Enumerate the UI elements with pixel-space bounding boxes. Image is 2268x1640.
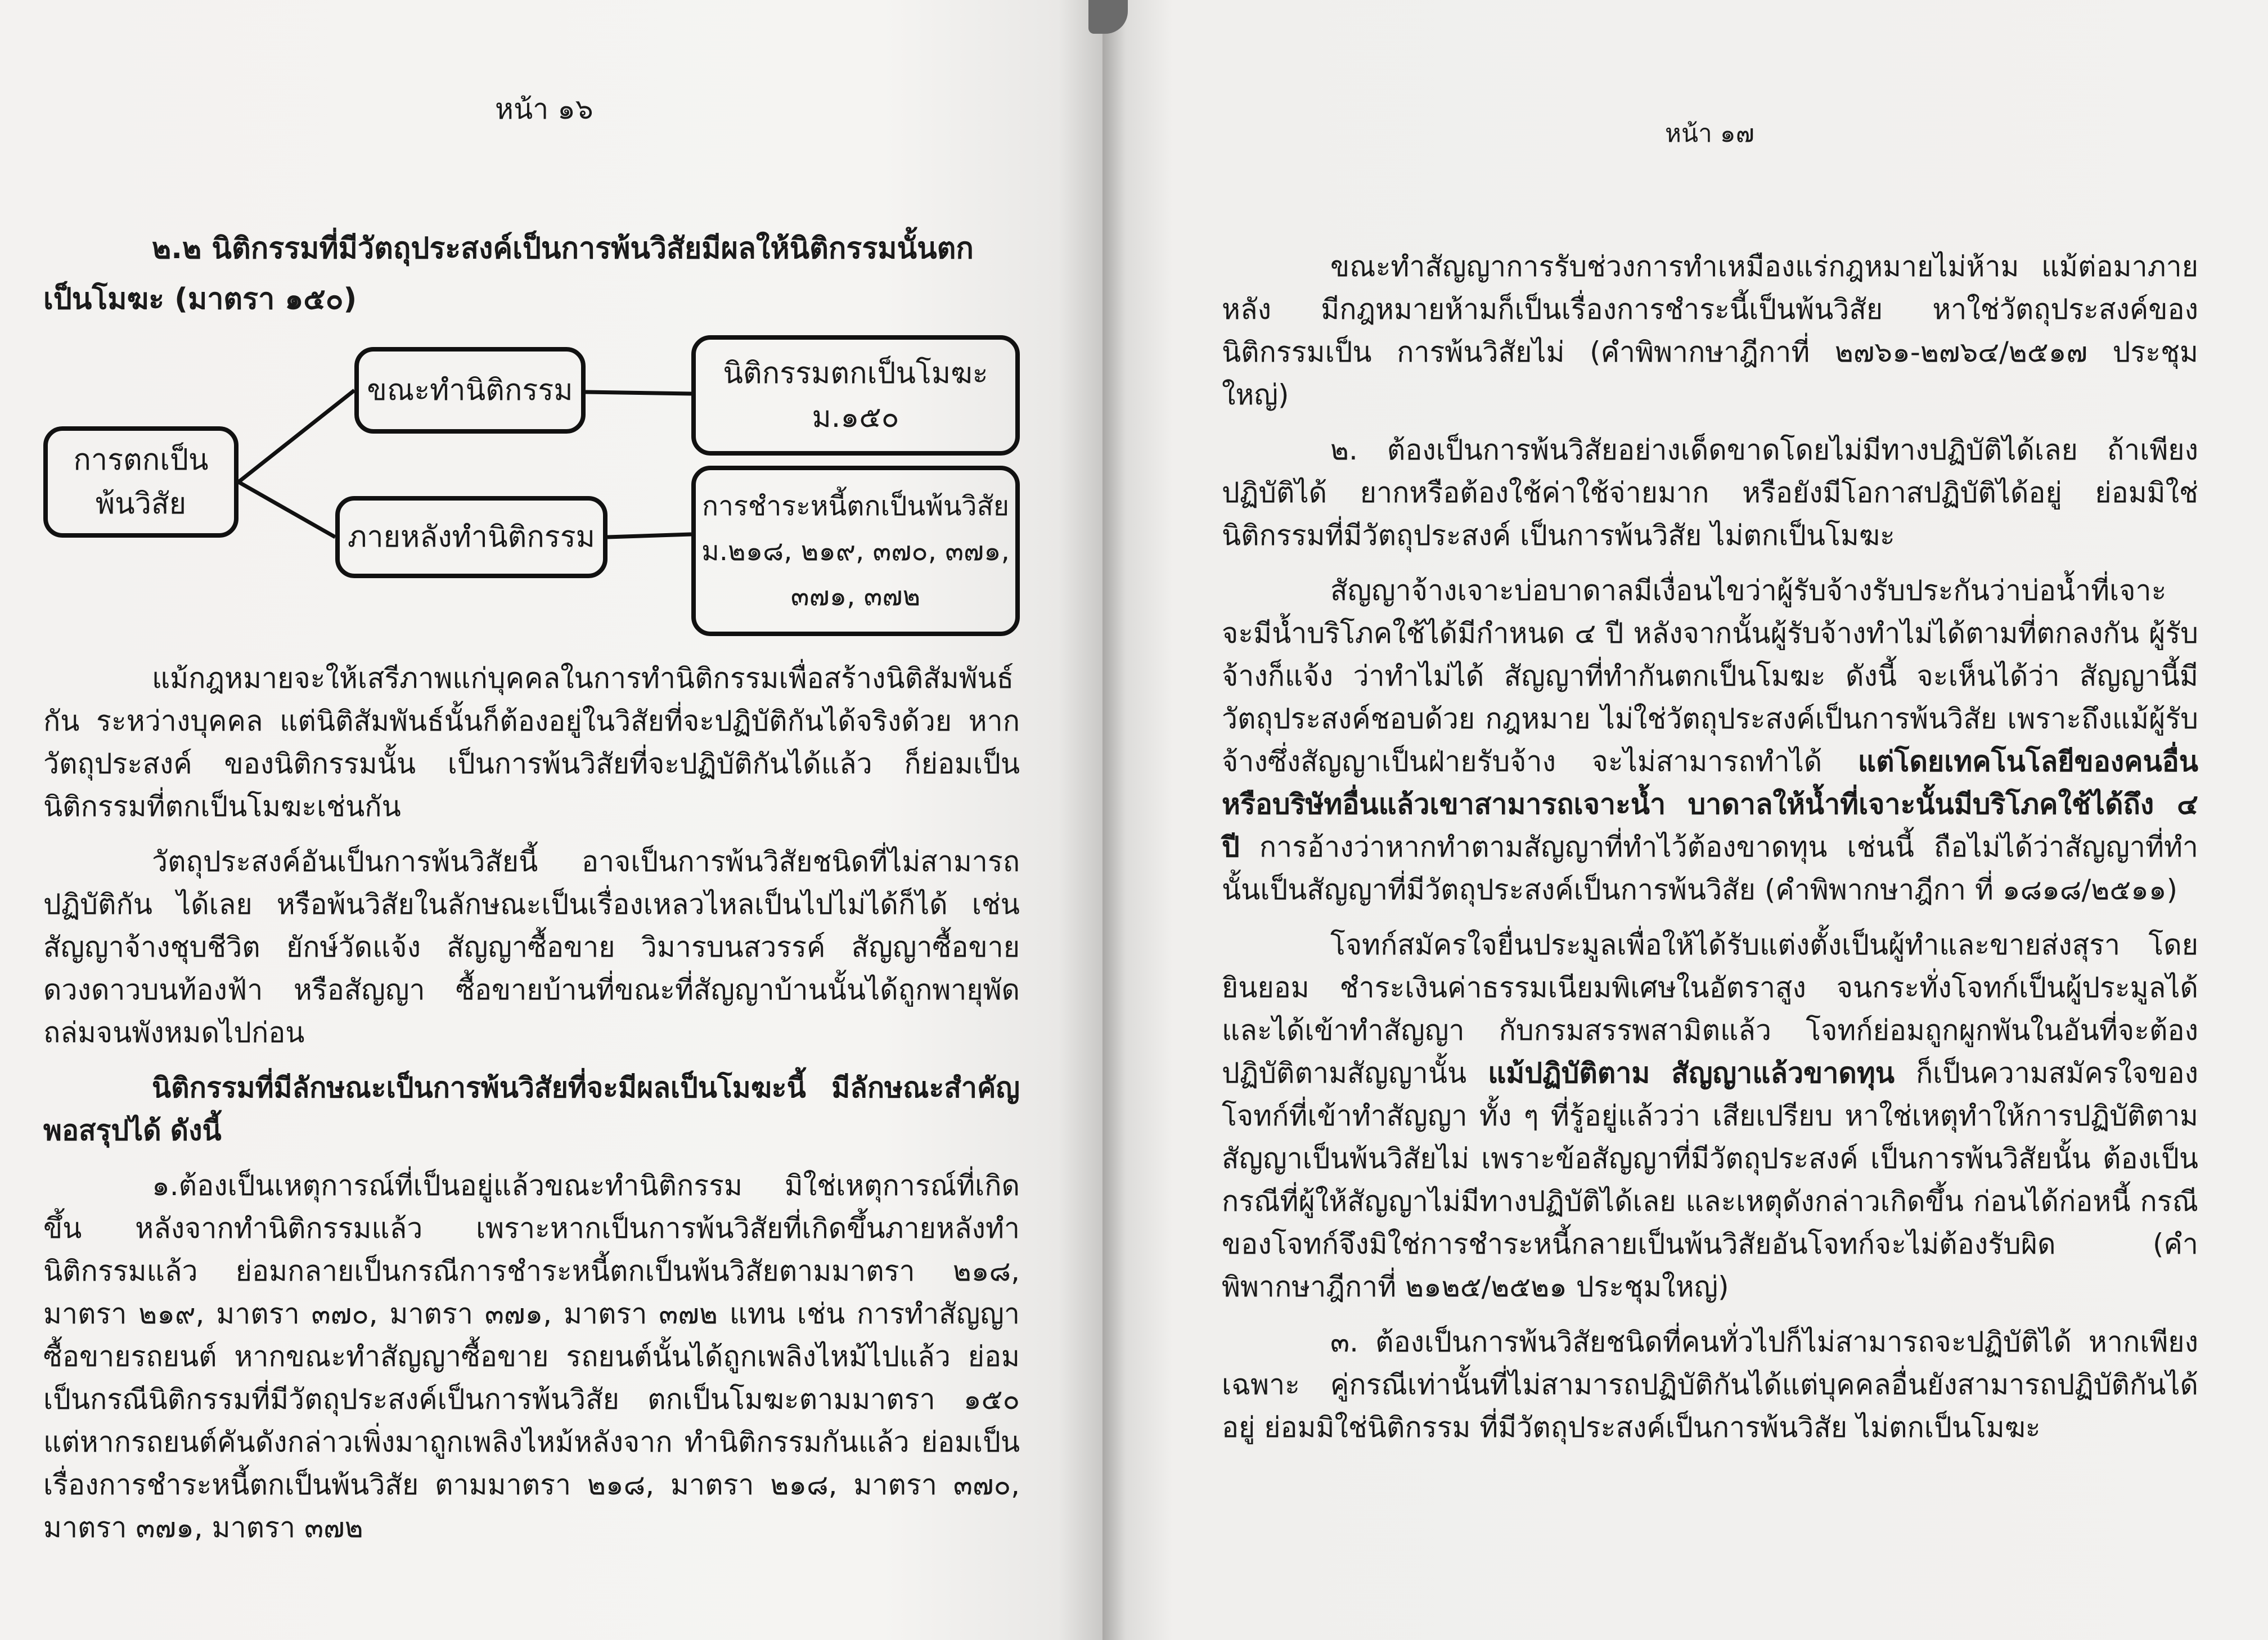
impossible-result-line: ม.๒๑๘, ๒๑๙, ๓๗๐, ๓๗๑,: [701, 535, 1010, 567]
root-line: พ้นวิสัย: [95, 487, 187, 521]
text-segment: ระหว่างบุคคล แต่นิติสัมพันธ์นั้นก็ต้องอยู่ในวิสัยที่จะปฏิบัติกันได้จริงด้วย หากวัตถุประสงค์: [43, 705, 1020, 780]
paragraph: [1222, 429, 2198, 557]
page-number-16: หน้า ๑๖: [495, 93, 593, 125]
text-line: [1975, 873, 2177, 906]
text-segment: การพ้นวิสัยไม่ (คำพิพากษาฎีกาที่ ๒๗๖๑-๒๗๖๔/๒๕๑๗ ประชุมใหญ่): [1222, 336, 2198, 411]
text-segment: มาตรา ๓๗๑, มาตรา ๓๗๒ แทน เช่น การทำสัญญาซื้อขายรถยนต์ หากขณะทำสัญญาซื้อขาย: [43, 1297, 1020, 1373]
section-heading: ๒.๒ นิติกรรมที่มีวัตถุประสงค์เป็นการพ้นวิสัยมีผลให้นิติกรรมนั้นตกเป็นโมฆะ: [43, 232, 974, 316]
left-page: [0, 0, 1102, 1640]
text-segment: ๓. ต้องเป็นการพ้นวิสัยชนิดที่คนทั่วไปก็ไม่สามารถจะปฏิบัติได้ หากเพียงเฉพาะ: [1222, 1326, 2198, 1401]
text-segment: โจทก์สมัครใจยื่นประมูลเพื่อให้ได้รับแต่งตั้งเป็นผู้ทำและขายส่งสุรา โดยยินยอม: [1222, 929, 2198, 1004]
text-segment: ย่อมกลายเป็นกรณีการชำระหนี้ตกเป็นพ้นวิสัยตามมาตรา ๒๑๘, มาตรา ๒๑๙, มาตรา ๓๗๐,: [43, 1255, 1020, 1330]
diagram-during-box: [354, 347, 586, 434]
text-segment: จะมีน้ำบริโภคใช้ได้มีกำหนด ๔ ปี หลังจากนั้นผู้รับจ้างทำไม่ได้ตามที่ตกลงกัน ผู้รับจ้างก็แจ้ง: [1222, 617, 2198, 692]
connector-line: [238, 390, 354, 482]
text-segment: เป็นการพ้นวิสัย ไม่ตกเป็นโมฆะ: [1520, 519, 1895, 552]
left-body-text: [43, 657, 1020, 1561]
text-segment: เสียเปรียบ หาใช่เหตุทำให้การปฏิบัติตามสัญญาเป็นพ้นวิสัยไม่ เพราะข้อสัญญาที่มีวัตถุประสงค์: [1222, 1100, 2198, 1175]
bold-text-segment: นิติกรรมที่มีลักษณะเป็นการพ้นวิสัยที่จะมีผลเป็นโมฆะนี้ มีลักษณะสำคัญพอสรุปได้: [43, 1071, 1020, 1147]
text-segment: รถยนต์นั้นได้ถูกเพลิงไหม้ไปแล้ว ย่อมเป็นกรณีนิติกรรมที่มีวัตถุประสงค์เป็นการพ้นวิสัย: [43, 1340, 1020, 1416]
impossible-result-line: การชำระหนี้ตกเป็นพ้นวิสัย: [701, 490, 1010, 522]
right-page: [1102, 0, 2268, 1640]
text-segment: ได้เลย หรือพ้นวิสัยในลักษณะเป็นเรื่องเหลวไหลเป็นไปไม่ได้ก็ได้ เช่น สัญญาจ้างชุบชีวิต: [43, 888, 1020, 963]
bold-text-segment: บาดาลให้น้ำที่เจาะนั้นมีบริโภคใช้ได้ถึง ๔ ปี: [1222, 788, 2198, 863]
text-line: [1520, 519, 1895, 552]
bold-text-segment: สัญญาแล้วขาดทุน: [1671, 1057, 1895, 1089]
paragraph: [1222, 245, 2198, 416]
during-label: ขณะทำนิติกรรม: [367, 373, 573, 407]
text-segment: คู่กรณีเท่านั้นที่ไม่สามารถปฏิบัติกันได้แต่บุคคลอื่นยังสามารถปฏิบัติกันได้อยู่ ย่อมมิใช่นิติกรรม: [1222, 1368, 2198, 1444]
text-segment: การอ้างว่าหากทำตามสัญญาที่ทำไว้ต้องขาดทุน: [1239, 831, 1828, 863]
text-segment: มีกฎหมายห้ามก็เป็นเรื่องการชำระนี้เป็นพ้นวิสัย หาใช่วัตถุประสงค์ของนิติกรรมเป็น: [1222, 293, 2198, 368]
text-segment: ขณะทำสัญญาการรับช่วงการทำเหมืองแร่กฎหมายไม่ห้าม แม้ต่อมาภายหลัง: [1222, 250, 2198, 326]
text-segment: ๑.ต้องเป็นเหตุการณ์ที่เป็นอยู่แล้วขณะทำนิติกรรม มิใช่เหตุการณ์ที่เกิดขึ้น: [43, 1169, 1020, 1245]
text-line: [1479, 1411, 2040, 1444]
impossible-result-line: ๓๗๑, ๓๗๒: [790, 580, 921, 612]
text-segment: มาตรา ๓๗๐, มาตรา ๓๗๑, มาตรา ๓๗๒: [43, 1468, 1020, 1544]
text-segment: ที่มีวัตถุประสงค์เป็นการพ้นวิสัย ไม่ตกเป็นโมฆะ: [1479, 1411, 2041, 1444]
void-result-line: นิติกรรมตกเป็นโมฆะ: [723, 357, 988, 390]
text-segment: ก็เป็นความสมัครใจของโจทก์ที่เข้าทำสัญญา ทั้ง ๆ ที่รู้อยู่แล้วว่า: [1222, 1057, 2198, 1132]
text-segment: ยากหรือต้องใช้ค่าใช้จ่ายมาก หรือยังมีโอกาสปฏิบัติได้อยู่ ย่อมมิใช่นิติกรรมที่มีวัตถุประสงค์: [1222, 476, 2198, 552]
text-segment: (คำพิพากษาฎีกาที่ ๒๑๒๕/๒๕๒๑ ประชุมใหญ่): [1222, 1228, 2198, 1303]
text-segment: ก่อนได้ก่อหนี้ กรณีของโจทก์จึงมิใช่การชำระหนี้กลายเป็นพ้นวิสัยอันโจทก์จะไม่ต้องรับผิด: [1222, 1185, 2198, 1260]
bold-text-segment: แม้ปฏิบัติตาม: [1488, 1057, 1650, 1089]
text-segment: จะไม่สามารถทำได้: [1591, 745, 1858, 778]
text-segment: เช่นนี้ ถือไม่ได้ว่าสัญญาที่ทำนั้นเป็นสัญญาที่มีวัตถุประสงค์เป็นการพ้นวิสัย (คำพิพากษาฎีกา: [1222, 831, 2198, 906]
text-segment: ที่ ๑๘๑๘/๒๕๑๑): [1975, 873, 2178, 906]
connector-line: [608, 534, 691, 537]
text-segment: วัตถุประสงค์อันเป็นการพ้นวิสัยนี้ อาจเป็นการพ้นวิสัยชนิดที่ไม่สามารถปฏิบัติกัน: [43, 845, 1020, 921]
text-segment: สัญญาจ้างเจาะบ่อบาดาลมีเงื่อนไขว่าผู้รับจ้างรับประกันว่าบ่อน้ำที่เจาะ: [1330, 574, 2167, 607]
paragraph: [43, 657, 1020, 828]
diagram-void-result-box: [691, 335, 1020, 456]
page-number-17: หน้า ๑๗: [1665, 119, 1754, 148]
paragraph: [43, 840, 1020, 1054]
paragraph: [1222, 923, 2198, 1308]
text-segment: ทำนิติกรรมกันแล้ว ย่อมเป็นเรื่องการชำระหนี้ตกเป็นพ้นวิสัย ตามมาตรา ๒๑๘, มาตรา ๒๑๘,: [43, 1426, 1020, 1501]
diagram-after-box: [335, 496, 608, 578]
section-heading-ref: (มาตรา ๑๕๐): [174, 282, 357, 316]
void-result-line: ม.๑๕๐: [812, 400, 899, 434]
diagram-impossible-result-box: [691, 466, 1020, 636]
text-segment: ชำระเงินค่าธรรมเนียมพิเศษในอัตราสูง จนกระทั่งโจทก์เป็นผู้ประมูลได้และได้เข้าทำสัญญา: [1222, 971, 2198, 1047]
text-segment: ๒. ต้องเป็นการพ้นวิสัยอย่างเด็ดขาดโดยไม่มีทางปฏิบัติได้เลย ถ้าเพียงปฏิบัติได้: [1222, 434, 2198, 509]
text-segment: ซื้อขายบ้านที่ขณะที่สัญญาบ้านนั้นได้ถูกพายุพัดถล่มจนพังหมดไปก่อน: [43, 974, 1020, 1049]
root-line: การตกเป็น: [73, 443, 209, 477]
paragraph: [1222, 569, 2198, 911]
bold-text-segment: แต่โดยเทคโนโลยีของคนอื่น หรือบริษัทอื่นแล้วเขาสามารถเจาะน้ำ: [1222, 745, 2198, 821]
after-label: ภายหลังทำนิติกรรม: [348, 520, 595, 554]
text-segment: ตกเป็นโมฆะตามมาตรา ๑๕๐ แต่หากรถยนต์คันดังกล่าวเพิ่งมาถูกเพลิงไหม้หลังจาก: [43, 1383, 1020, 1458]
text-segment: กฎหมาย ไม่ใช่วัตถุประสงค์เป็นการพ้นวิสัย เพราะถึงแม้ผู้รับจ้างซึ่งสัญญาเป็นฝ่ายรับจ้าง: [1222, 702, 2198, 778]
text-line: [1330, 574, 2166, 607]
text-segment: แม้กฎหมายจะให้เสรีภาพแก่บุคคลในการทำนิติกรรมเพื่อสร้างนิติสัมพันธ์กัน: [43, 662, 1014, 737]
text-segment: หลังจากทำนิติกรรมแล้ว เพราะหากเป็นการพ้นวิสัยที่เกิดขึ้นภายหลังทำนิติกรรมแล้ว: [43, 1212, 1020, 1287]
right-body-text: [1222, 245, 2198, 1461]
diagram-root-box: [43, 426, 238, 538]
text-segment: เป็นการพ้นวิสัยนั้น ต้องเป็นกรณีที่ผู้ให้สัญญาไม่มีทางปฏิบัติได้เลย และเหตุดังกล่าวเกิดขึ้น: [1222, 1142, 2199, 1218]
text-segment: ว่าทำไม่ได้ สัญญาที่ทำกันตกเป็นโมฆะ ดังนี้ จะเห็นได้ว่า สัญญานี้มีวัตถุประสงค์ชอบด้วย: [1222, 660, 2198, 735]
text-segment: ยักษ์วัดแจ้ง สัญญาซื้อขาย วิมารบนสวรรค์ สัญญาซื้อขายดวงดาวบนท้องฟ้า หรือสัญญา: [43, 931, 1020, 1006]
text-line: [170, 1114, 222, 1147]
paragraph: [43, 1164, 1020, 1549]
connector-line: [238, 482, 335, 537]
text-segment: กับกรมสรรพสามิตแล้ว โจทก์ย่อมถูกผูกพันในอันที่จะต้องปฏิบัติตามสัญญานั้น: [1222, 1014, 2198, 1089]
connector-line: [586, 392, 691, 394]
paragraph: [1222, 1321, 2198, 1449]
paragraph: [43, 1066, 1020, 1152]
text-segment: ของนิติกรรมนั้น เป็นการพ้นวิสัยที่จะปฏิบัติกันได้แล้ว ก็ย่อมเป็นนิติกรรมที่ตกเป็นโมฆะเช่นกัน: [43, 747, 1020, 823]
bold-text-segment: ดังนี้: [170, 1114, 222, 1147]
